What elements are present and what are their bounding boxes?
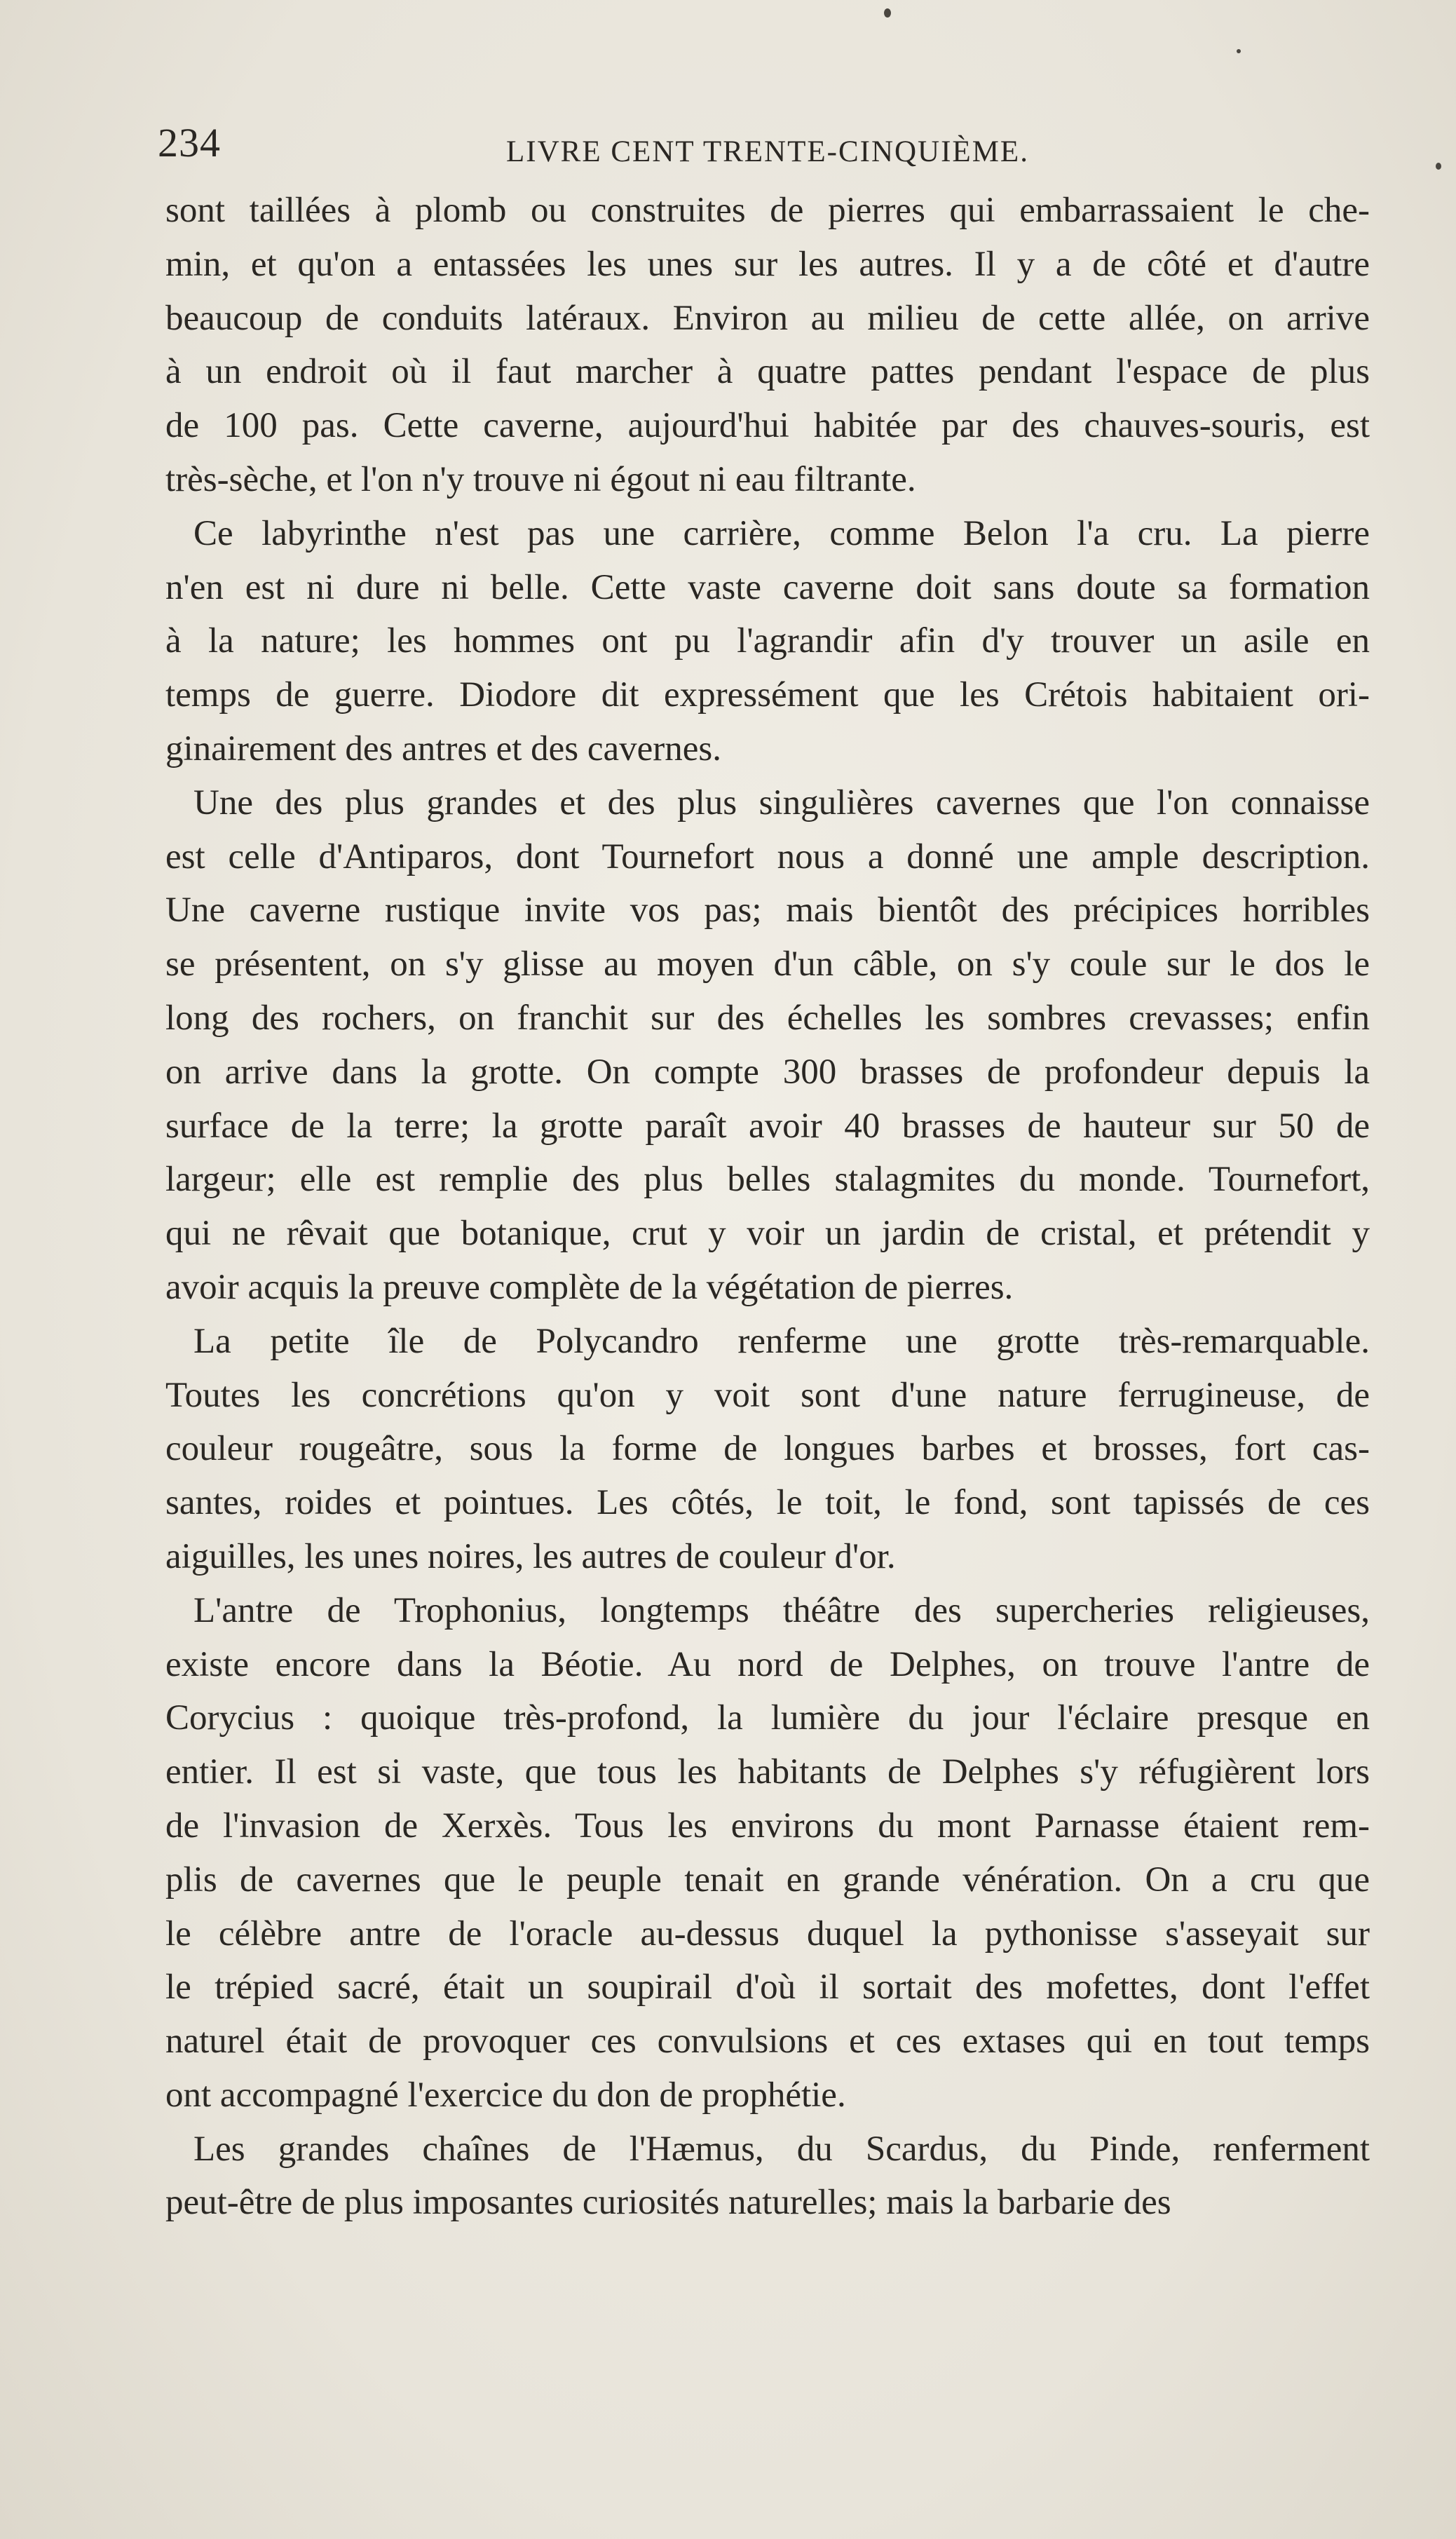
- text-line: couleur rougeâtre, sous la forme de longues barbes et brosses, fort cas-: [165, 1429, 1370, 1469]
- text-line: plis de cavernes que le peuple tenait en grande vénération. On a cru que: [165, 1860, 1370, 1900]
- text-line: largeur; elle est remplie des plus belles stalagmites du monde. Tournefort,: [165, 1160, 1370, 1200]
- text-line: beaucoup de conduits latéraux. Environ au milieu de cette allée, on arrive: [165, 298, 1370, 338]
- paragraph: [165, 507, 1370, 776]
- text-line: très-sèche, et l'on n'y trouve ni égout ni eau filtrante.: [165, 459, 916, 499]
- text-line: temps de guerre. Diodore dit expressément que les Crétois habitaient ori-: [165, 675, 1370, 715]
- text-line: min, et qu'on a entassées les unes sur les autres. Il y a de côté et d'autre: [165, 244, 1370, 284]
- text-line: de l'invasion de Xerxès. Tous les environs du mont Parnasse étaient rem-: [165, 1806, 1370, 1846]
- text-line: sont taillées à plomb ou construites de pierres qui embarrassaient le che-: [165, 191, 1370, 230]
- text-line: Une des plus grandes et des plus singulières cavernes que l'on connaisse: [193, 783, 1370, 822]
- paragraph: [165, 1584, 1370, 2122]
- text-line: entier. Il est si vaste, que tous les habitants de Delphes s'y réfugièrent lors: [165, 1752, 1370, 1792]
- text-line: avoir acquis la preuve complète de la végétation de pierres.: [165, 1267, 1014, 1307]
- text-line: Une caverne rustique invite vos pas; mais bientôt des précipices horribles: [165, 891, 1370, 930]
- text-line: ont accompagné l'exercice du don de prophétie.: [165, 2075, 846, 2115]
- text-line: existe encore dans la Béotie. Au nord de Delphes, on trouve l'antre de: [165, 1644, 1370, 1684]
- text-line: L'antre de Trophonius, longtemps théâtre des supercheries religieuses,: [193, 1590, 1370, 1630]
- text-line: surface de la terre; la grotte paraît avoir 40 brasses de hauteur sur 50 de: [165, 1106, 1370, 1146]
- text-line: de 100 pas. Cette caverne, aujourd'hui habitée par des chauves-souris, est: [165, 406, 1370, 446]
- text-line: Les grandes chaînes de l'Hæmus, du Scardus, du Pinde, renferment: [193, 2129, 1370, 2169]
- text-line: le célèbre antre de l'oracle au-dessus duquel la pythonisse s'asseyait sur: [165, 1914, 1370, 1954]
- paragraph: [165, 184, 1370, 507]
- text-line: Toutes les concrétions qu'on y voit sont d'une nature ferrugineuse, de: [165, 1375, 1370, 1415]
- text-line: qui ne rêvait que botanique, crut y voir un jardin de cristal, et prétendit y: [165, 1214, 1370, 1254]
- text-line: La petite île de Polycandro renferme une grotte très-remarquable.: [193, 1321, 1370, 1361]
- text-line: à la nature; les hommes ont pu l'agrandir afin d'y trouver un asile en: [165, 621, 1370, 661]
- text-line: Corycius : quoique très-profond, la lumière du jour l'éclaire presque en: [165, 1698, 1370, 1738]
- text-line: peut-être de plus imposantes curiosités naturelles; mais la barbarie des: [165, 2183, 1171, 2223]
- page-number: 234: [158, 120, 221, 165]
- paragraph: [165, 1315, 1370, 1584]
- ink-speck: [884, 8, 891, 18]
- page-header: [158, 119, 1377, 182]
- text-line: le trépied sacré, était un soupirail d'où il sortait des mofettes, dont l'effet: [165, 1968, 1370, 2007]
- paragraph: [165, 776, 1370, 1315]
- text-line: à un endroit où il faut marcher à quatre pattes pendant l'espace de plus: [165, 352, 1370, 392]
- text-line: santes, roides et pointues. Les côtés, le toit, le fond, sont tapissés de ces: [165, 1483, 1370, 1523]
- text-line: aiguilles, les unes noires, les autres de couleur d'or.: [165, 1536, 896, 1576]
- text-line: ginairement des antres et des cavernes.: [165, 729, 721, 769]
- ink-speck: [1436, 163, 1441, 170]
- text-line: se présentent, on s'y glisse au moyen d'un câble, on s'y coule sur le dos le: [165, 944, 1370, 984]
- text-line: long des rochers, on franchit sur des échelles les sombres crevasses; enfin: [165, 998, 1370, 1038]
- text-line: est celle d'Antiparos, dont Tournefort nous a donné une ample description.: [165, 837, 1370, 876]
- paragraph: [165, 2122, 1370, 2230]
- running-title: LIVRE CENT TRENTE-CINQUIÈME.: [506, 135, 1029, 168]
- body-text: [165, 184, 1370, 2230]
- text-line: n'en est ni dure ni belle. Cette vaste caverne doit sans doute sa formation: [165, 567, 1370, 607]
- text-line: naturel était de provoquer ces convulsions et ces extases qui en tout temps: [165, 2022, 1370, 2061]
- text-line: Ce labyrinthe n'est pas une carrière, comme Belon l'a cru. La pierre: [193, 513, 1370, 553]
- ink-speck: [1237, 49, 1241, 53]
- text-line: on arrive dans la grotte. On compte 300 brasses de profondeur depuis la: [165, 1052, 1370, 1092]
